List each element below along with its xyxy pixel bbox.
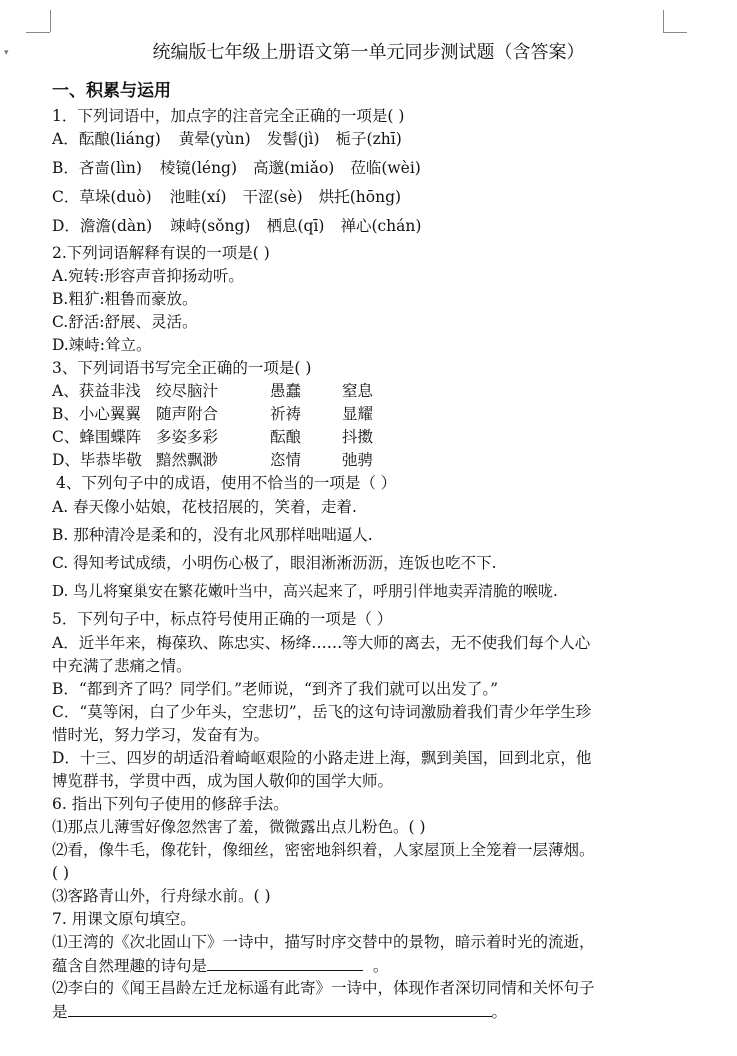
question-2-option-b: B.粗犷:粗鲁而豪放。 — [52, 290, 198, 308]
question-6-stem: 6. 指出下列句子使用的修辞手法。 — [52, 795, 289, 813]
crop-mark — [50, 10, 51, 32]
question-5-option-b: B．“都到齐了吗？同学们。”老师说，“到齐了我们就可以出发了。” — [52, 680, 499, 698]
answer-blank[interactable] — [207, 954, 363, 971]
question-5-stem: 5．下列句子中，标点符号使用正确的一项是（ ） — [52, 610, 393, 628]
question-6-sentence-3: ⑶客路青山外，行舟绿水前。( ) — [52, 887, 271, 905]
question-7-item-1-line1: ⑴王湾的《次北固山下》一诗中，描写时序交替中的景物，暗示着时光的流逝， — [52, 933, 595, 951]
crop-mark — [663, 10, 664, 32]
question-1-option-b: B．吝啬(lìn) 棱镜(léng) 高邈(miǎo) 莅临(wèi) — [52, 159, 421, 177]
question-5-option-c-line2: 惜时光，努力学习，发奋有为。 — [52, 726, 270, 744]
question-6-sentence-1: ⑴那点儿薄雪好像忽然害了羞，微微露出点儿粉色。( ) — [52, 818, 426, 836]
question-4-option-c: C. 得知考试成绩，小明伤心极了，眼泪淅淅沥沥，连饭也吃不下. — [52, 554, 497, 572]
question-5-option-c-line1: C．“莫等闲，白了少年头，空悲切”，岳飞的这句诗词激励着我们青少年学生珍 — [52, 703, 592, 721]
question-2-option-a: A.宛转:形容声音抑扬动听。 — [52, 267, 244, 285]
question-6-sentence-2: ⑵看，像牛毛，像花针，像细丝，密密地斜织着，人家屋顶上全笼着一层薄烟。 — [52, 841, 595, 859]
question-4-stem: 4、下列句子中的成语，使用不恰当的一项是（ ） — [56, 474, 397, 492]
answer-blank[interactable] — [68, 1000, 492, 1017]
question-3-option-a: A、获益非浅 绞尽脑汁 愚蠢 窒息 — [52, 382, 374, 400]
question-5-option-d-line1: D．十三、四岁的胡适沿着崎岖艰险的小路走进上海，飘到美国，回到北京，他 — [52, 749, 592, 767]
question-3-option-d: D、毕恭毕敬 黯然飘渺 恣情 弛骋 — [52, 451, 374, 469]
question-5-option-a-line2: 中充满了悲痛之情。 — [52, 657, 192, 675]
question-4-option-d: D. 鸟儿将窠巢安在繁花嫩叶当中，高兴起来了，呼朋引伴地卖弄清脆的喉咙. — [52, 582, 558, 600]
question-7-item-2-line1: ⑵李白的《闻王昌龄左迁龙标遥有此寄》一诗中，体现作者深切同情和关怀句子 — [52, 979, 595, 997]
question-3-option-c: C、蜂围蝶阵 多姿多彩 酝酿 抖擞 — [52, 428, 374, 446]
question-7-stem: 7. 用课文原句填空。 — [52, 910, 196, 928]
question-7-item-1-line2: 蕴含自然理趣的诗句是 。 — [52, 954, 388, 977]
question-7-item-2-line2: 是 。 — [52, 1000, 507, 1023]
question-2-option-c: C.舒活:舒展、灵活。 — [52, 313, 198, 331]
question-4-option-b: B. 那种清冷是柔和的，没有北风那样咄咄逼人. — [52, 526, 373, 544]
question-5-option-d-line2: 博览群书，学贯中西，成为国人敬仰的国学大师。 — [52, 772, 394, 790]
crop-mark — [26, 32, 50, 33]
question-2-stem: 2.下列词语解释有误的一项是( ) — [52, 244, 270, 262]
document-title: 统编版七年级上册语文第一单元同步测试题（含答案） — [152, 42, 585, 63]
crop-mark — [663, 32, 687, 33]
section-heading: 一、积累与运用 — [52, 81, 171, 101]
question-6-sentence-2-answer: ( ) — [52, 864, 70, 882]
question-1-option-a: A．酝酿(liáng) 黄晕(yùn) 发髻(jì) 栀子(zhī) — [52, 130, 402, 148]
question-4-option-a: A. 春天像小姑娘，花枝招展的，笑着，走着. — [52, 498, 357, 516]
question-1-stem: 1．下列词语中，加点字的注音完全正确的一项是( ) — [52, 107, 405, 125]
question-1-option-d: D．澹澹(dàn) 竦峙(sǒng) 栖息(qī) 禅心(chán) — [52, 217, 422, 235]
question-3-option-b: B、小心翼翼 随声附合 祈祷 显耀 — [52, 405, 374, 423]
question-1-option-c: C．草垛(duò) 池畦(xí) 干涩(sè) 烘托(hōng) — [52, 188, 402, 206]
question-5-option-a-line1: A．近半年来，梅葆玖、陈忠实、杨绛……等大师的离去，无不使我们每个人心 — [52, 634, 591, 652]
question-3-stem: 3、下列词语书写完全正确的一项是( ) — [52, 359, 312, 377]
margin-marker: ▾ — [4, 48, 9, 58]
question-2-option-d: D.竦峙:耸立。 — [52, 336, 152, 354]
